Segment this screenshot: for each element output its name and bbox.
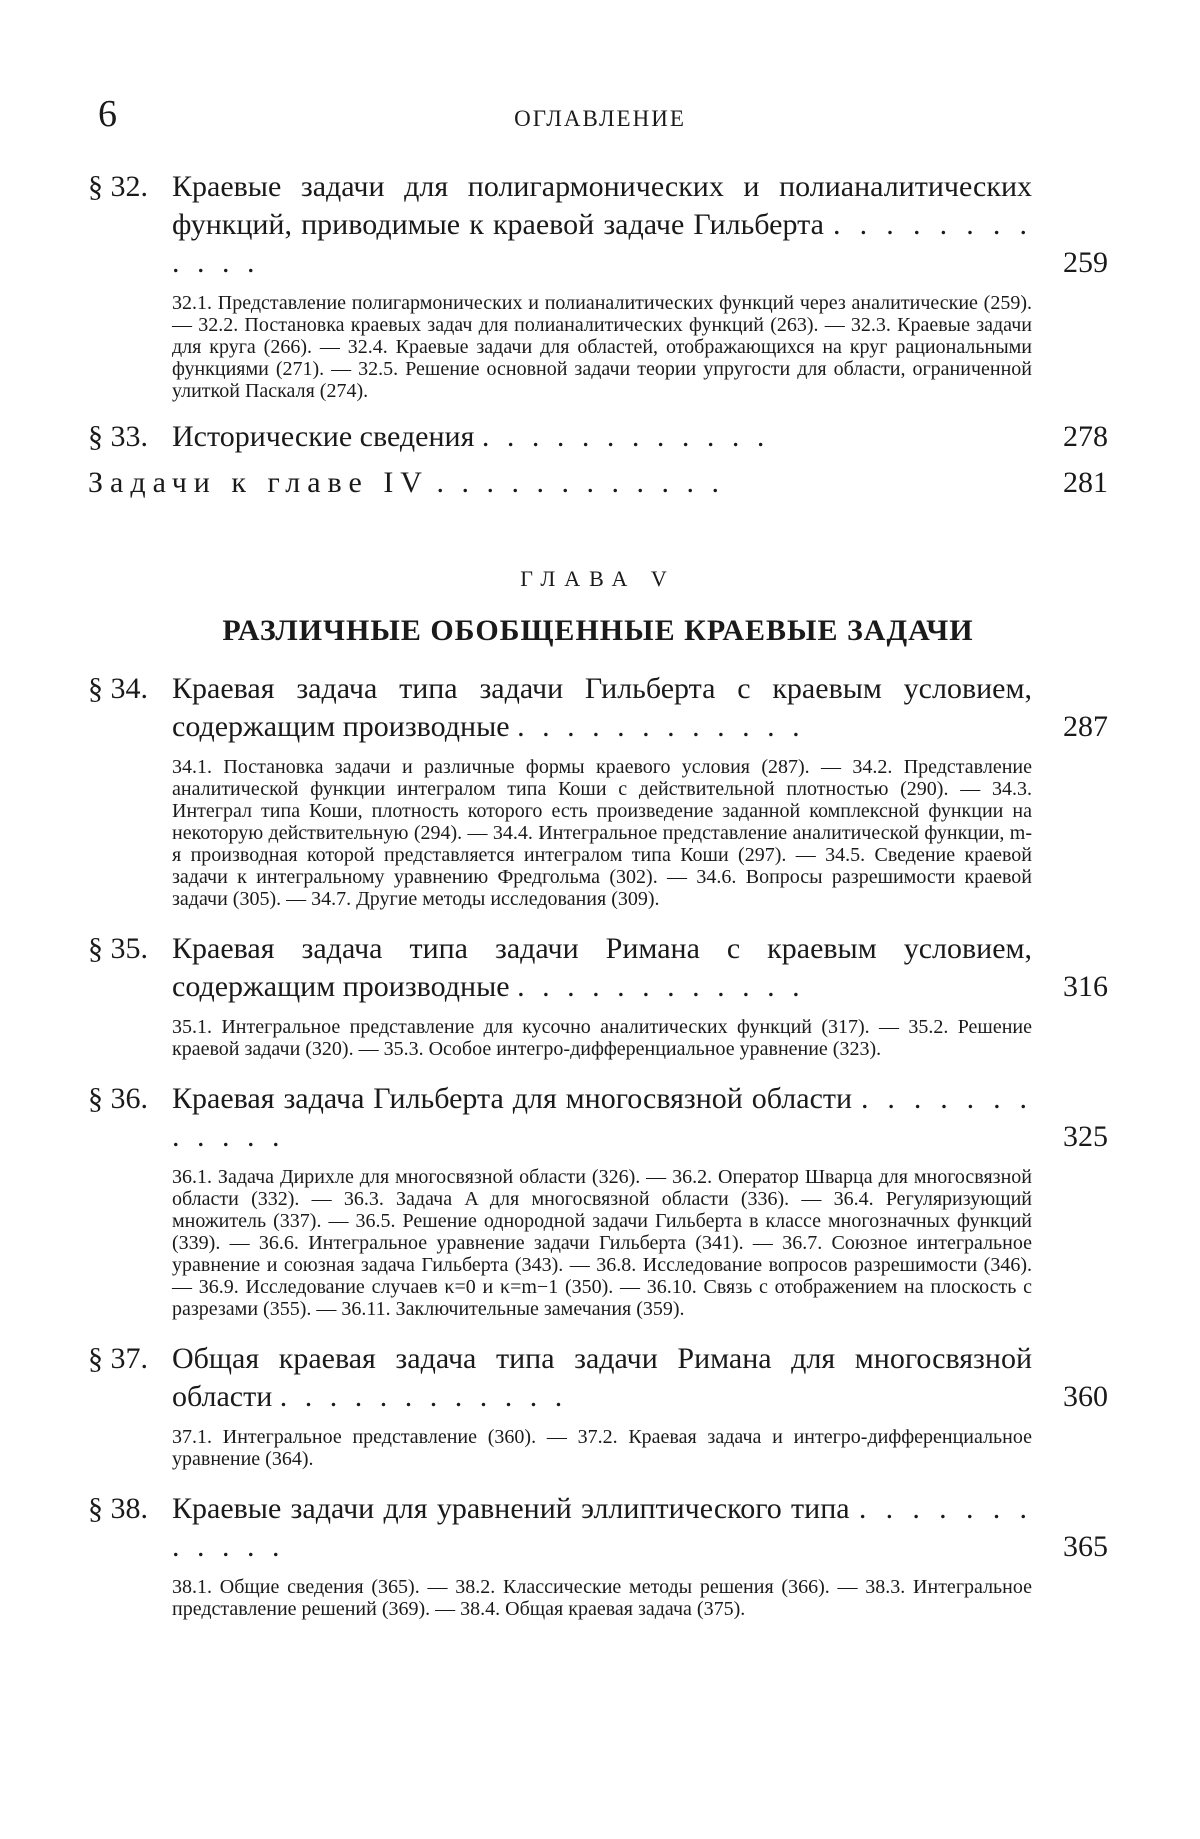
toc-entry-32 bbox=[88, 168, 1108, 402]
section-number: § 33. bbox=[88, 420, 148, 453]
page-ref: 281 bbox=[1063, 466, 1108, 499]
subsection-list: 37.1. Интегральное представление (360). — 37.2. Краевая задача и интегро-дифференциальное уравнение (364). bbox=[172, 1426, 1032, 1470]
section-number: § 36. bbox=[88, 1082, 148, 1115]
chapter-title: РАЗЛИЧНЫЕ ОБОБЩЕННЫЕ КРАЕВЫЕ ЗАДАЧИ bbox=[222, 614, 974, 647]
toc-entry-34 bbox=[88, 670, 1108, 910]
section-title[interactable]: Краевая задача типа задачи Гильберта с краевым условием, содержащим производные bbox=[172, 672, 1032, 743]
section-number: § 38. bbox=[88, 1492, 148, 1525]
dot-leader: . . . . . . . . . . . . bbox=[172, 208, 1032, 279]
toc-entry-33 bbox=[88, 418, 1108, 456]
dot-leader: . . . . . . . . . . . . bbox=[172, 1492, 1033, 1563]
section-title[interactable]: Краевая задача Гильберта для многосвязной области bbox=[172, 1082, 853, 1115]
toc-entry-38 bbox=[88, 1490, 1108, 1620]
subsection-list: 38.1. Общие сведения (365). — 38.2. Классические методы решения (366). — 38.3. Интегральное представление решений (369). — 38.4. Общая краевая задача (375). bbox=[172, 1576, 1032, 1620]
table-of-contents bbox=[88, 168, 1108, 1620]
chapter-label: ГЛАВА V bbox=[520, 566, 676, 591]
problems-title[interactable]: Задачи к главе IV bbox=[88, 466, 429, 499]
page-ref: 360 bbox=[1063, 1380, 1108, 1413]
page-number: 6 bbox=[98, 93, 117, 135]
dot-leader: . . . . . . . . . . . . bbox=[517, 970, 805, 1003]
subsection-list: 36.1. Задача Дирихле для многосвязной области (326). — 36.2. Оператор Шварца для многосвязной области (332). — 36.3. Задача A для многосвязной области (336). — 36.4. Регуляризующий множитель (337). — 36.5. Решение однородной задачи Гильберта в классе многозначных функций (339). — 36.6. Интегральное уравнение задачи Гильберта (341). — 36.7. Союзное интегральное уравнение и союзная задача Гильберта (343). — 36.8. Исследование вопросов разрешимости (346). — 36.9. Исследование случаев κ=0 и κ=m−1 (350). — 36.10. Связь с отображением на плоскость с разрезами (355). — 36.11. Заключительные замечания (359). bbox=[172, 1166, 1032, 1320]
page-ref: 259 bbox=[1063, 246, 1108, 279]
section-title[interactable]: Краевые задачи для уравнений эллиптического типа bbox=[172, 1492, 850, 1525]
section-number: § 32. bbox=[88, 170, 148, 203]
section-number: § 34. bbox=[88, 672, 148, 705]
subsection-list: 32.1. Представление полигармонических и полианалитических функций через аналитические (259). — 32.2. Постановка краевых задач для полианалитических функций (263). — 32.3. Краевые задачи для круга (266). — 32.4. Краевые задачи для областей, отображающихся на круг рациональными функциями (271). — 32.5. Решение основной задачи теории упругости для области, ограниченной улиткой Паскаля (274). bbox=[172, 292, 1032, 402]
toc-entry-36 bbox=[88, 1080, 1108, 1320]
subsection-list: 34.1. Постановка задачи и различные формы краевого условия (287). — 34.2. Представление аналитической функции интегралом типа Коши с действительной плотностью (290). — 34.3. Интеграл типа Коши, плотность которого есть произведение заданной комплексной функции на некоторую действительную (294). — 34.4. Интегральное представление аналитической функции, m-я производная которой представляется интегралом типа Коши (297). — 34.5. Сведение краевой задачи к интегральному уравнению Фредгольма (302). — 34.6. Вопросы разрешимости краевой задачи (305). — 34.7. Другие методы исследования (309). bbox=[172, 756, 1032, 910]
dot-leader: . . . . . . . . . . . . bbox=[279, 1380, 568, 1413]
section-title[interactable]: Краевые задачи для полигармонических и полианалитических функций, приводимые к краевой задаче Гильберта bbox=[172, 170, 1032, 241]
page-ref: 365 bbox=[1063, 1530, 1108, 1563]
section-title[interactable]: Краевая задача типа задачи Римана с краевым условием, содержащим производные bbox=[172, 932, 1032, 1003]
dot-leader: . . . . . . . . . . . . bbox=[481, 420, 770, 453]
section-title[interactable]: Общая краевая задача типа задачи Римана для многосвязной области bbox=[172, 1342, 1032, 1413]
toc-entry-37 bbox=[88, 1340, 1108, 1470]
subsection-list: 35.1. Интегральное представление для кусочно аналитических функций (317). — 35.2. Решение краевой задачи (320). — 35.3. Особое интегро-дифференциальное уравнение (323). bbox=[172, 1016, 1032, 1060]
dot-leader: . . . . . . . . . . . . bbox=[436, 466, 724, 499]
dot-leader: . . . . . . . . . . . . bbox=[172, 1082, 1033, 1153]
page-ref: 325 bbox=[1063, 1120, 1108, 1153]
toc-entry-35 bbox=[88, 930, 1108, 1060]
dot-leader: . . . . . . . . . . . . bbox=[517, 710, 805, 743]
toc-entry-problems bbox=[88, 464, 1108, 502]
page-ref: 287 bbox=[1063, 710, 1108, 743]
section-number: § 35. bbox=[88, 932, 148, 965]
running-title: ОГЛАВЛЕНИЕ bbox=[514, 106, 686, 131]
section-title[interactable]: Исторические сведения bbox=[172, 420, 475, 453]
page-ref: 278 bbox=[1063, 420, 1108, 453]
section-number: § 37. bbox=[88, 1342, 148, 1375]
page-ref: 316 bbox=[1063, 970, 1108, 1003]
